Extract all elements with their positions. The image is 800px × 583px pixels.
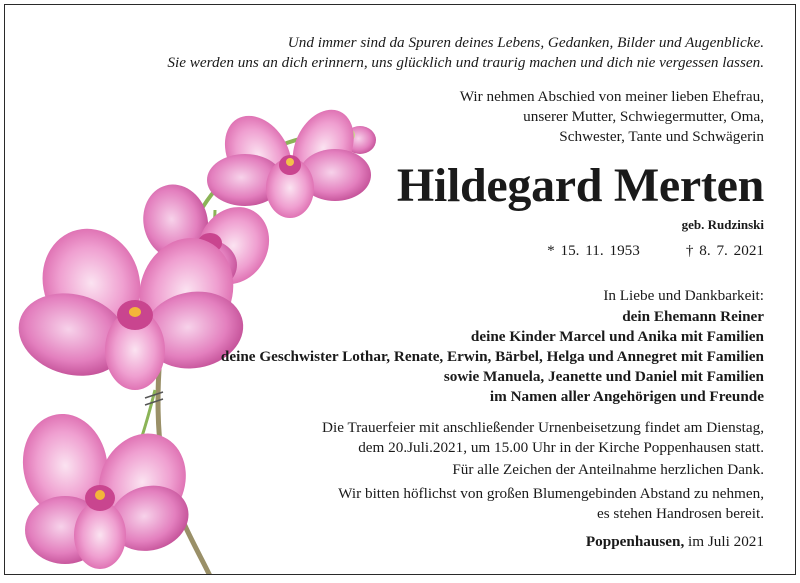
thanks-line: In Liebe und Dankbarkeit:: [603, 287, 764, 304]
mourner-line: dein Ehemann Reiner: [622, 308, 764, 325]
death-date: † 8. 7. 2021: [685, 242, 764, 259]
ceremony-info: [322, 418, 764, 457]
mourners-list: [221, 307, 764, 407]
intro-line-3: Schwester, Tante und Schwägerin: [559, 128, 764, 145]
ceremony-line-2: dem 20.Juli.2021, um 15.00 Uhr in der Kirche Poppenhausen statt.: [358, 438, 764, 456]
mourner-line: sowie Manuela, Jeanette und Daniel mit Familien: [443, 368, 764, 385]
motto-verse: [167, 33, 764, 73]
closing-date: im Juli 2021: [688, 533, 764, 550]
flowers-request: [338, 484, 764, 524]
intro-line-2: unserer Mutter, Schwiegermutter, Oma,: [523, 108, 764, 125]
intro-line-1: Wir nehmen Abschied von meiner lieben Ehefrau,: [459, 88, 764, 105]
maiden-name: geb. Rudzinski: [681, 217, 764, 232]
mourner-line: im Namen aller Angehörigen und Freunde: [489, 388, 764, 405]
place-date: [586, 532, 764, 552]
closing-place: Poppenhausen,: [585, 533, 685, 550]
birth-date: * 15. 11. 1953: [547, 242, 640, 259]
life-dates: [547, 241, 764, 261]
mourner-line: deine Geschwister Lothar, Renate, Erwin, Bärbel, Helga und Annegret mit Familien: [220, 348, 764, 365]
obituary-notice: [4, 4, 796, 575]
motto-line-1: Und immer sind da Spuren deines Lebens, Gedanken, Bilder und Augenblicke.: [287, 34, 764, 51]
deceased-name: Hildegard Merten: [396, 159, 764, 212]
sympathy-thanks: Für alle Zeichen der Anteilnahme herzlichen Dank.: [452, 461, 764, 478]
mourner-line: deine Kinder Marcel und Anika mit Familien: [470, 328, 764, 345]
motto-line-2: Sie werden uns an dich erinnern, uns glücklich und traurig machen und dich nie vergessen lassen.: [167, 54, 764, 71]
farewell-intro: [460, 87, 764, 147]
flowers-line-1: Wir bitten höflichst von großen Blumengebinden Abstand zu nehmen,: [338, 485, 764, 502]
ceremony-line-1: Die Trauerfeier mit anschließender Urnenbeisetzung findet am Dienstag,: [322, 419, 764, 436]
flowers-line-2: es stehen Handrosen bereit.: [596, 505, 764, 522]
